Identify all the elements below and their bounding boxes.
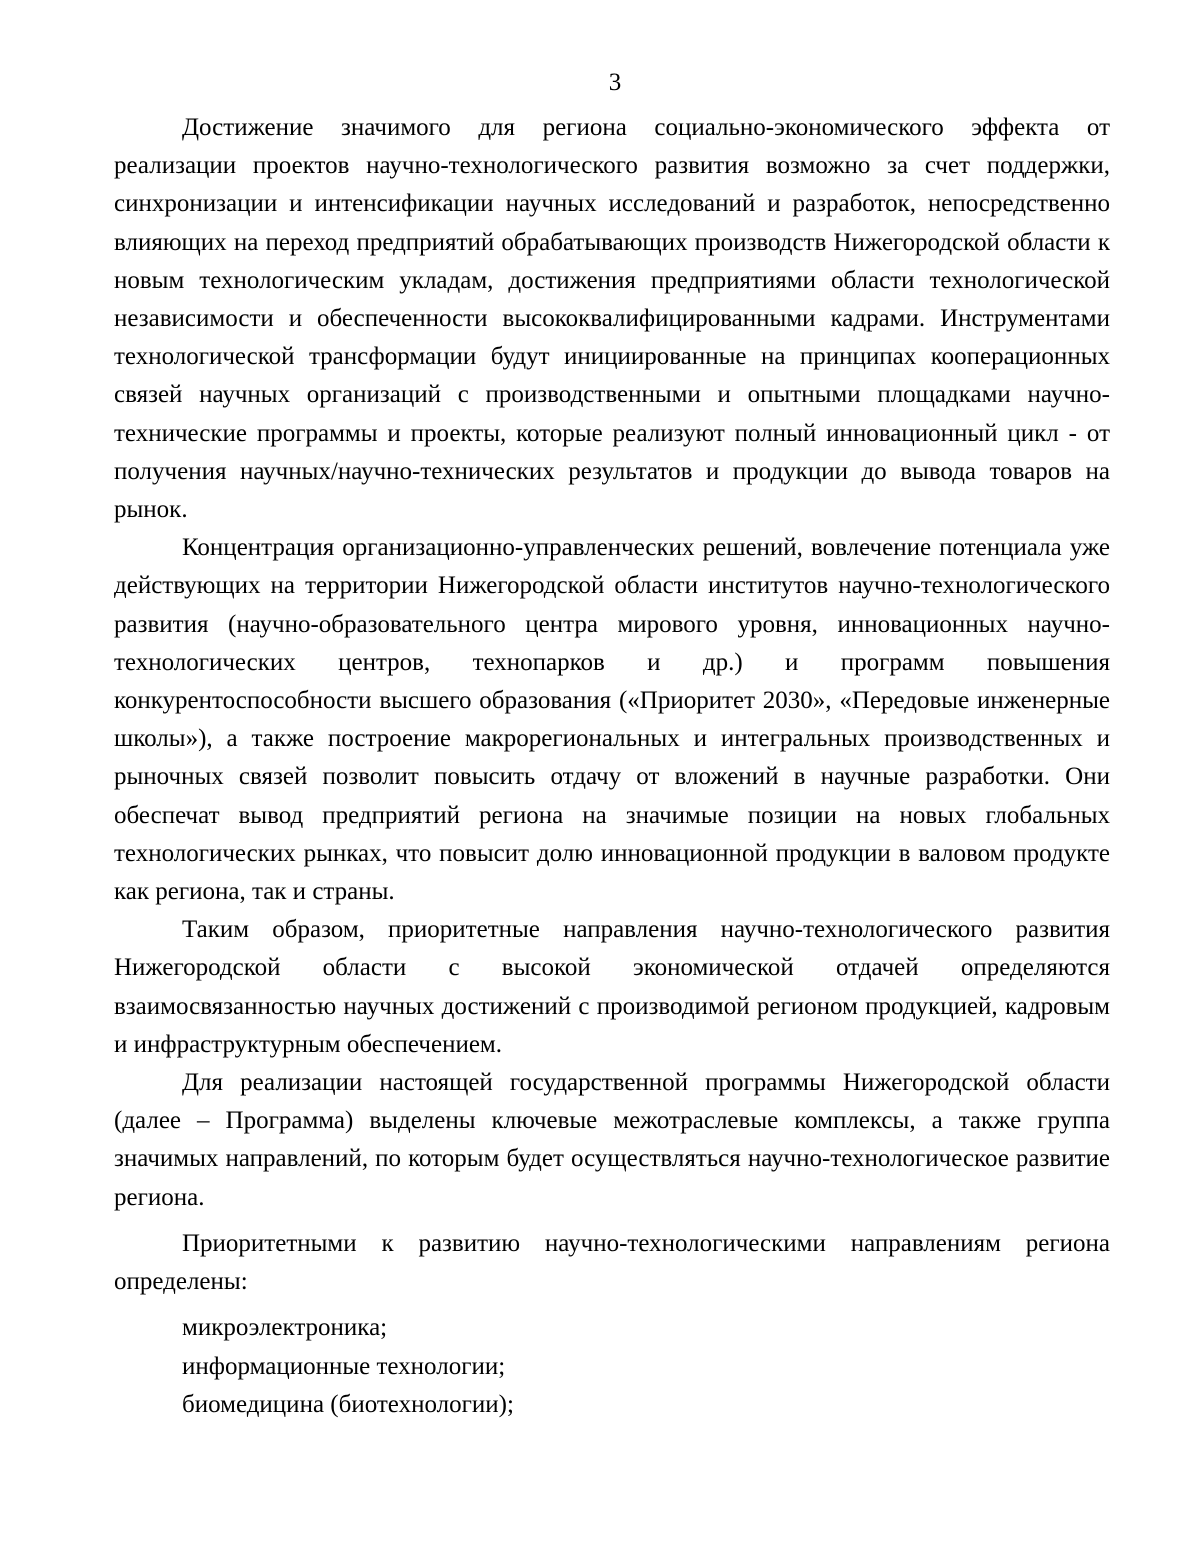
list-item: информационные технологии;	[182, 1352, 506, 1380]
page-number: 3	[608, 69, 622, 96]
list-item: биомедицина (биотехнологии);	[182, 1390, 514, 1418]
paragraph-priorities-defined: Приоритетными к развитию научно-технологическими направлениям региона определены:	[114, 1229, 1110, 1296]
list-item: микроэлектроника;	[182, 1314, 388, 1342]
paragraph-concentration-of-decisions: Концентрация организационно-управленческих решений, вовлечение потенциала уже действующих на территории Нижегородской области институтов научно-технологического развития (научно-образовательного центра мирового уровня, инновационных научно-технологических центров, технопарков и др.) и программ повышения конкурентоспособности высшего образования («Приоритет 2030», «Передовые инженерные школы»), а также построение макрорегиональных и интегральных производственных и рыночных связей позволит повысить отдачу от вложений в научные разработки. Они обеспечат вывод предприятий региона на значимые позиции на новых глобальных технологических рынках, что повысит долю инновационной продукции в валовом продукте как региона, так и страны.	[114, 534, 1110, 906]
paragraph-program-implementation: Для реализации настоящей государственной программы Нижегородской области (далее – Программа) выделены ключевые межотраслевые комплексы, а также группа значимых направлений, по которым будет осуществляться научно-технологическое развитие региона.	[114, 1069, 1110, 1211]
priority-directions-list	[114, 1309, 1110, 1424]
paragraph-scientific-technological-effect: Достижение значимого для региона социально-экономического эффекта от реализации проектов научно-технологического развития возможно за счет поддержки, синхронизации и интенсификации научных исследований и разработок, непосредственно влияющих на переход предприятий обрабатывающих производств Нижегородской области к новым технологическим укладам, достижения предприятиями области технологической независимости и обеспеченности высококвалифицированными кадрами. Инструментами технологической трансформации будут инициированные на принципах кооперационных связей научных организаций с производственными и опытными площадками научно-технические программы и проекты, которые реализуют полный инновационный цикл - от получения научных/научно-технических результатов и продукции до вывода товаров на рынок.	[114, 114, 1110, 524]
document-body	[114, 109, 1110, 1424]
paragraph-priority-directions: Таким образом, приоритетные направления научно-технологического развития Нижегородской области с высокой экономической отдачей определяются взаимосвязанностью научных достижений с производимой регионом продукцией, кадровым и инфраструктурным обеспечением.	[114, 916, 1110, 1058]
